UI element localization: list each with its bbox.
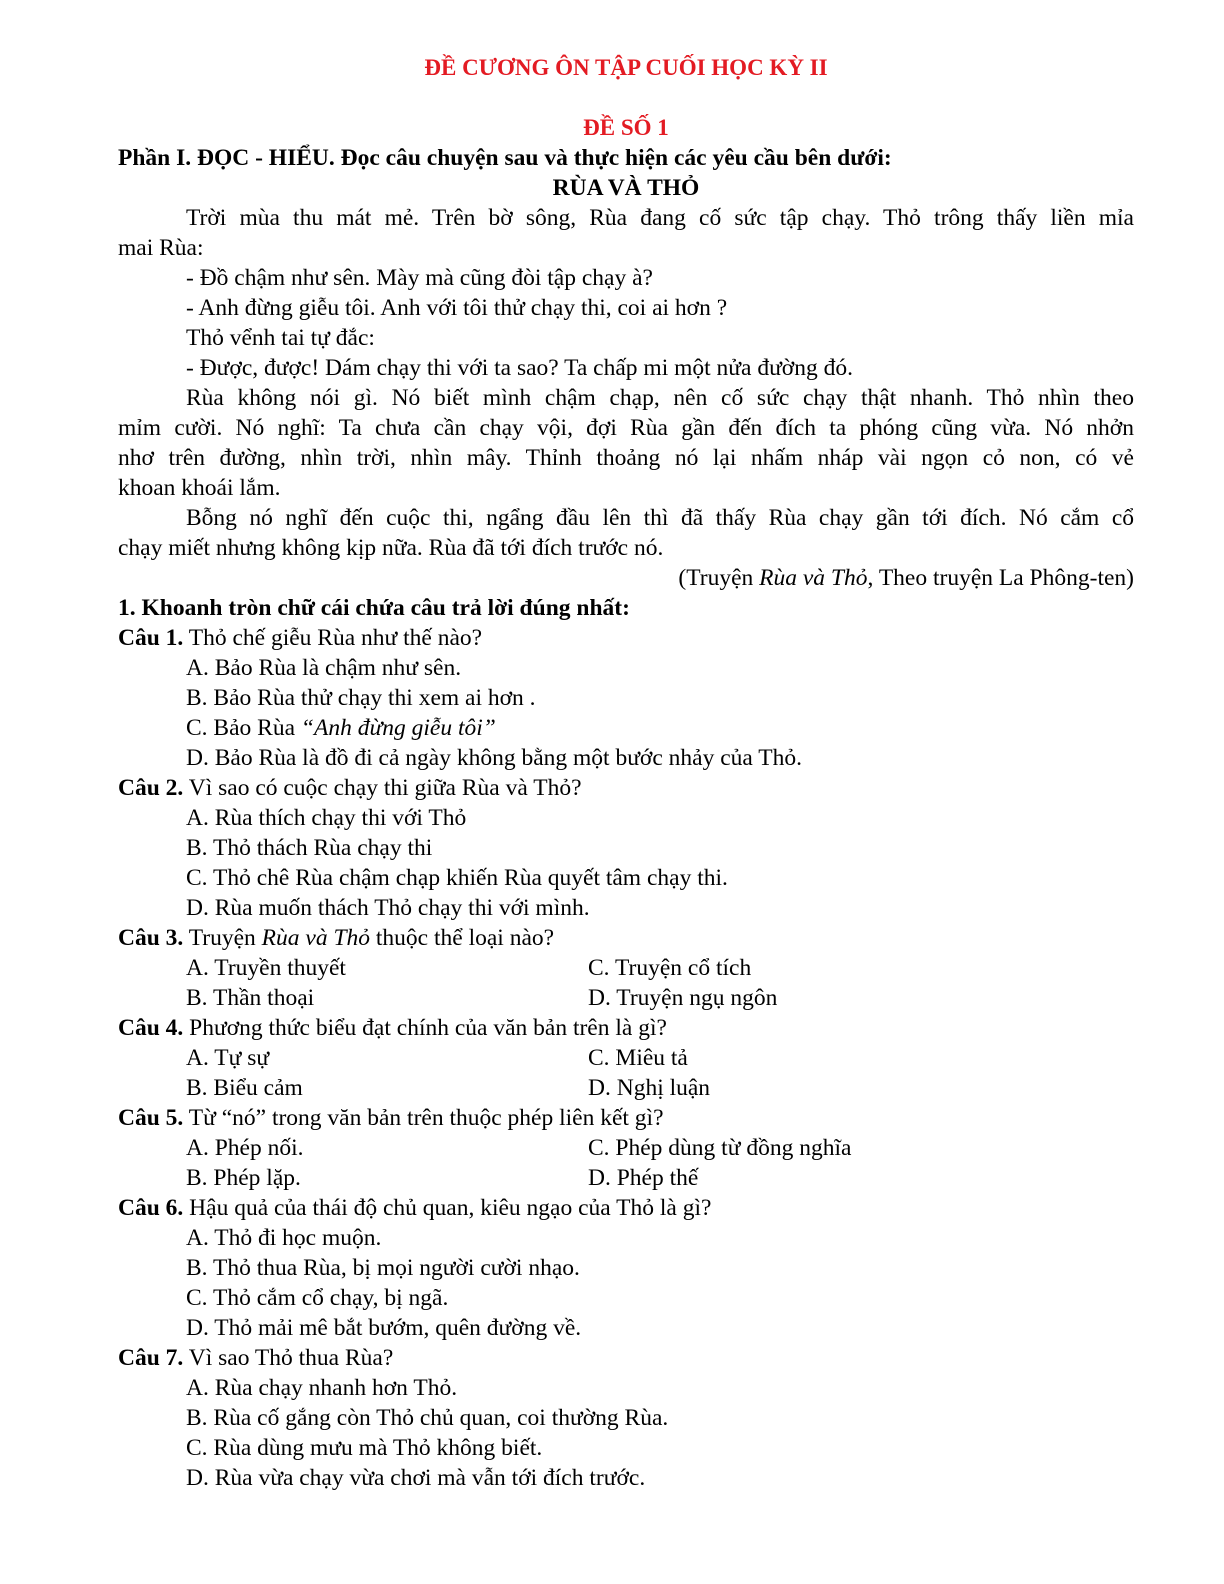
option-b[interactable]: B. Thỏ thua Rùa, bị mọi người cười nhạo. <box>186 1255 580 1281</box>
option-c[interactable]: C. Phép dùng từ đồng nghĩa <box>588 1135 852 1161</box>
story-line: nhơ trên đường, nhìn trời, nhìn mây. Thỉnh thoảng nó lại nhấm nháp vài ngọn cỏ non, có vẻ <box>118 445 1134 471</box>
story-line: mai Rùa: <box>118 235 204 261</box>
option-c-quote: “Anh đừng giễu tôi” <box>300 715 496 741</box>
question-label: Câu 2. <box>118 775 184 801</box>
question-6 <box>118 1193 711 1223</box>
story-line: Bỗng nó nghĩ đến cuộc thi, ngẩng đầu lên thì đã thấy Rùa chạy gần tới đích. Nó cắm cổ <box>186 505 1134 531</box>
option-d[interactable]: D. Bảo Rùa là đồ đi cả ngày không bằng một bước nhảy của Thỏ. <box>186 745 803 771</box>
question-label: Câu 6. <box>118 1195 184 1221</box>
question-label: Câu 3. <box>118 925 184 951</box>
option-b[interactable]: B. Thỏ thách Rùa chạy thi <box>186 835 433 861</box>
question-text-italic: Rùa và Thỏ <box>261 925 371 951</box>
option-b[interactable]: B. Thần thoại <box>186 985 315 1011</box>
option-c[interactable]: C. Rùa dùng mưu mà Thỏ không biết. <box>186 1435 543 1461</box>
story-dialog: - Anh đừng giễu tôi. Anh với tôi thử chạy thi, coi ai hơn ? <box>186 295 728 321</box>
story-dialog: - Đồ chậm như sên. Mày mà cũng đòi tập chạy à? <box>186 265 653 291</box>
option-c[interactable]: C. Thỏ chê Rùa chậm chạp khiến Rùa quyết tâm chạy thi. <box>186 865 728 891</box>
question-3 <box>118 923 554 953</box>
option-d[interactable]: D. Truyện ngụ ngôn <box>588 985 778 1011</box>
option-c[interactable] <box>186 713 496 743</box>
story-line: Trời mùa thu mát mẻ. Trên bờ sông, Rùa đang cố sức tập chạy. Thỏ trông thấy liền mỉa <box>186 205 1134 231</box>
option-b[interactable]: B. Biểu cảm <box>186 1075 303 1101</box>
story-dialog: - Được, được! Dám chạy thi với ta sao? Ta chấp mi một nửa đường đó. <box>186 355 853 381</box>
option-b[interactable]: B. Bảo Rùa thử chạy thi xem ai hơn . <box>186 685 536 711</box>
story-title: RÙA VÀ THỎ <box>552 175 700 201</box>
question-1 <box>118 623 482 653</box>
question-2 <box>118 773 582 803</box>
option-a[interactable]: A. Rùa chạy nhanh hơn Thỏ. <box>186 1375 458 1401</box>
question-7 <box>118 1343 393 1373</box>
document-title: ĐỀ CƯƠNG ÔN TẬP CUỐI HỌC KỲ II <box>424 55 828 80</box>
section1-heading: 1. Khoanh tròn chữ cái chứa câu trả lời đúng nhất: <box>118 595 630 621</box>
question-text: Truyện <box>183 925 262 951</box>
story-line: Thỏ vểnh tai tự đắc: <box>186 325 375 351</box>
question-4 <box>118 1013 667 1043</box>
question-label: Câu 7. <box>118 1345 184 1371</box>
option-d[interactable]: D. Phép thế <box>588 1165 699 1191</box>
option-a[interactable]: A. Rùa thích chạy thi với Thỏ <box>186 805 467 831</box>
option-b[interactable]: B. Phép lặp. <box>186 1165 301 1191</box>
option-c[interactable]: C. Truyện cổ tích <box>588 955 752 981</box>
question-label: Câu 1. <box>118 625 184 651</box>
question-text: Phương thức biểu đạt chính của văn bản trên là gì? <box>183 1015 667 1041</box>
question-label: Câu 5. <box>118 1105 184 1131</box>
option-d[interactable]: D. Nghị luận <box>588 1075 711 1101</box>
story-line: mỉm cười. Nó nghĩ: Ta chưa cần chạy vội, đợi Rùa gần đến đích ta phóng cũng vừa. Nó nhởn <box>118 415 1134 441</box>
exam-number: ĐỀ SỐ 1 <box>583 115 669 140</box>
option-c-text: C. Bảo Rùa <box>186 715 301 741</box>
option-a[interactable]: A. Thỏ đi học muộn. <box>186 1225 382 1251</box>
option-a[interactable]: A. Bảo Rùa là chậm như sên. <box>186 655 462 681</box>
question-text: Vì sao có cuộc chạy thi giữa Rùa và Thỏ? <box>183 775 582 801</box>
question-text: Vì sao Thỏ thua Rùa? <box>183 1345 394 1371</box>
question-text: Từ “nó” trong văn bản trên thuộc phép liên kết gì? <box>183 1105 664 1131</box>
question-label: Câu 4. <box>118 1015 184 1041</box>
question-text: Hậu quả của thái độ chủ quan, kiêu ngạo của Thỏ là gì? <box>183 1195 712 1221</box>
source-title: Rùa và Thỏ <box>759 565 868 591</box>
part1-heading: Phần I. ĐỌC - HIỂU. Đọc câu chuyện sau và thực hiện các yêu cầu bên dưới: <box>118 145 892 171</box>
option-d[interactable]: D. Thỏ mải mê bắt bướm, quên đường về. <box>186 1315 582 1341</box>
option-b[interactable]: B. Rùa cố gắng còn Thỏ chủ quan, coi thường Rùa. <box>186 1405 669 1431</box>
question-5 <box>118 1103 664 1133</box>
question-text: Thỏ chế giễu Rùa như thế nào? <box>183 625 483 651</box>
option-a[interactable]: A. Phép nối. <box>186 1135 304 1161</box>
option-d[interactable]: D. Rùa muốn thách Thỏ chạy thi với mình. <box>186 895 590 921</box>
option-d[interactable]: D. Rùa vừa chạy vừa chơi mà vẫn tới đích trước. <box>186 1465 646 1491</box>
source-prefix: (Truyện <box>678 565 760 591</box>
story-line: khoan khoái lắm. <box>118 475 281 501</box>
question-text: thuộc thể loại nào? <box>370 925 555 951</box>
story-line: chạy miết nhưng không kịp nữa. Rùa đã tới đích trước nó. <box>118 535 664 561</box>
option-c[interactable]: C. Miêu tả <box>588 1045 688 1071</box>
option-a[interactable]: A. Truyền thuyết <box>186 955 346 981</box>
option-a[interactable]: A. Tự sự <box>186 1045 270 1071</box>
source-suffix: , Theo truyện La Phông-ten) <box>867 565 1134 591</box>
story-line: Rùa không nói gì. Nó biết mình chậm chạp, nên cố sức chạy thật nhanh. Thỏ nhìn theo <box>186 385 1134 411</box>
option-c[interactable]: C. Thỏ cắm cổ chạy, bị ngã. <box>186 1285 449 1311</box>
story-source <box>118 563 1134 593</box>
